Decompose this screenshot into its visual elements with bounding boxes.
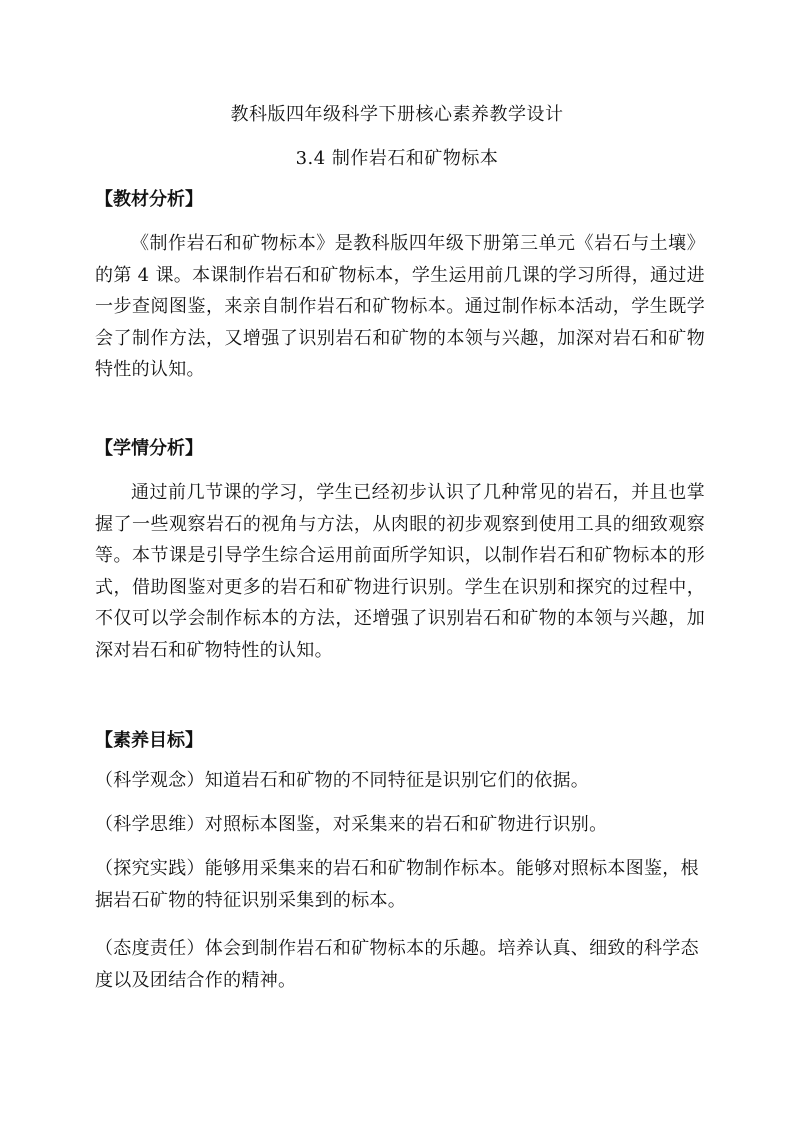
section-heading-goals: 【素养目标】 [95,730,203,751]
document-title: 教科版四年级科学下册核心素养教学设计 [230,104,564,125]
goal-item-thinking: （科学思维）对照标本图鉴，对采集来的岩石和矿物进行识别。 [95,814,608,835]
section-heading-textbook: 【教材分析】 [95,189,203,210]
goal-item-practice: （探究实践）能够用采集来的岩石和矿物制作标本。能够对照标本图鉴，根据岩石矿物的特征识别采集到的标本。 [95,858,699,911]
student-analysis-paragraph: 通过前几节课的学习，学生已经初步认识了几种常见的岩石，并且也掌握了一些观察岩石的视角与方法，从肉眼的初步观察到使用工具的细致观察等。本节课是引导学生综合运用前面所学知识，以制作岩石和矿物标本的形式，借助图鉴对更多的岩石和矿物进行识别。学生在识别和探究的过程中，不仅可以学会制作标本的方法，还增强了识别岩石和矿物的本领与兴趣，加深对岩石和矿物特性的认知。 [95,482,705,661]
lesson-subtitle: 3.4 制作岩石和矿物标本 [295,148,499,169]
goal-item-attitude: （态度责任）体会到制作岩石和矿物标本的乐趣。培养认真、细致的科学态度以及团结合作的精神。 [95,938,699,991]
textbook-analysis-paragraph: 《制作岩石和矿物标本》是教科版四年级下册第三单元《岩石与土壤》的第 4 课。本课制作岩石和矿物标本，学生运用前几课的学习所得，通过进一步查阅图鉴，来亲自制作岩石和矿物标本。通过制作标本活动，学生既学会了制作方法，又增强了识别岩石和矿物的本领与兴趣，加深对岩石和矿物特性的认知。 [95,233,705,380]
goal-item-concept: （科学观念）知道岩石和矿物的不同特征是识别它们的依据。 [95,770,590,791]
section-heading-students: 【学情分析】 [95,438,203,459]
